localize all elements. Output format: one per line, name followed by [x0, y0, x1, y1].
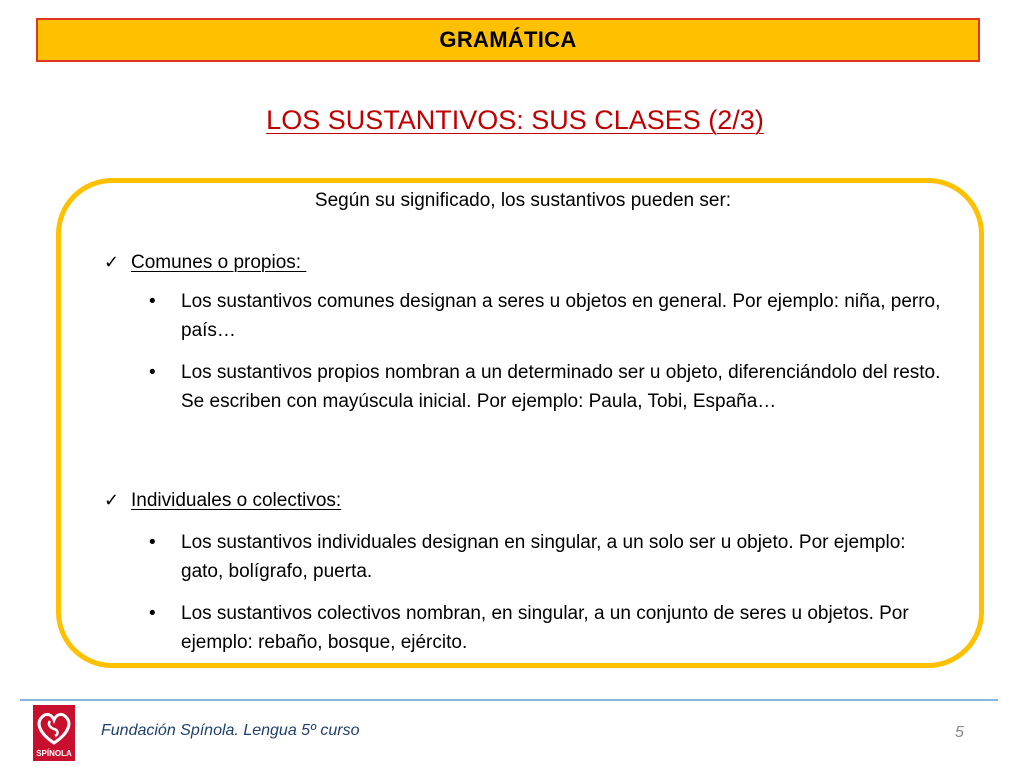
footer-text: Fundación Spínola. Lengua 5º curso [101, 722, 360, 739]
section-heading-label: Individuales o colectivos: [131, 490, 342, 511]
section-banner [36, 18, 980, 62]
checkmark-icon: ✓ [104, 490, 120, 510]
intro-text: Según su significado, los sustantivos pueden ser: [314, 190, 732, 211]
slide-title: LOS SUSTANTIVOS: SUS CLASES (2/3) [266, 105, 764, 135]
checkmark-icon: ✓ [104, 252, 120, 272]
banner-title: GRAMÁTICA [439, 27, 577, 52]
list-item-text: Los sustantivos individuales designan en singular, a un solo ser u objeto. Por ejemplo: gato, bolígrafo, puerta. [181, 532, 906, 582]
bullet-dot-icon: • [149, 291, 156, 312]
logo-text: SPÍNOLA [36, 749, 72, 758]
bullet-dot-icon: • [149, 532, 156, 553]
list-item [149, 528, 949, 586]
bullet-dot-icon: • [149, 362, 156, 383]
list-item [149, 599, 949, 657]
list-item [149, 358, 949, 416]
footer-divider [20, 699, 998, 701]
page-number: 5 [955, 724, 964, 741]
fundacion-spinola-logo [33, 705, 75, 761]
section-heading-label: Comunes o propios: [131, 252, 307, 273]
section-heading-comunes-propios [104, 252, 306, 274]
list-item-text: Los sustantivos propios nombran a un determinado ser u objeto, diferenciándolo del resto. Se escriben con mayúscula inicial. Por ejemplo: Paula, Tobi, España… [181, 362, 941, 412]
section-heading-individuales-colectivos [104, 490, 341, 512]
bullet-dot-icon: • [149, 603, 156, 624]
list-item-text: Los sustantivos comunes designan a seres u objetos en general. Por ejemplo: niña, perro, país… [181, 291, 941, 341]
list-item-text: Los sustantivos colectivos nombran, en singular, a un conjunto de seres u objetos. Por ejemplo: rebaño, bosque, ejército. [181, 603, 909, 653]
list-item [149, 287, 949, 345]
